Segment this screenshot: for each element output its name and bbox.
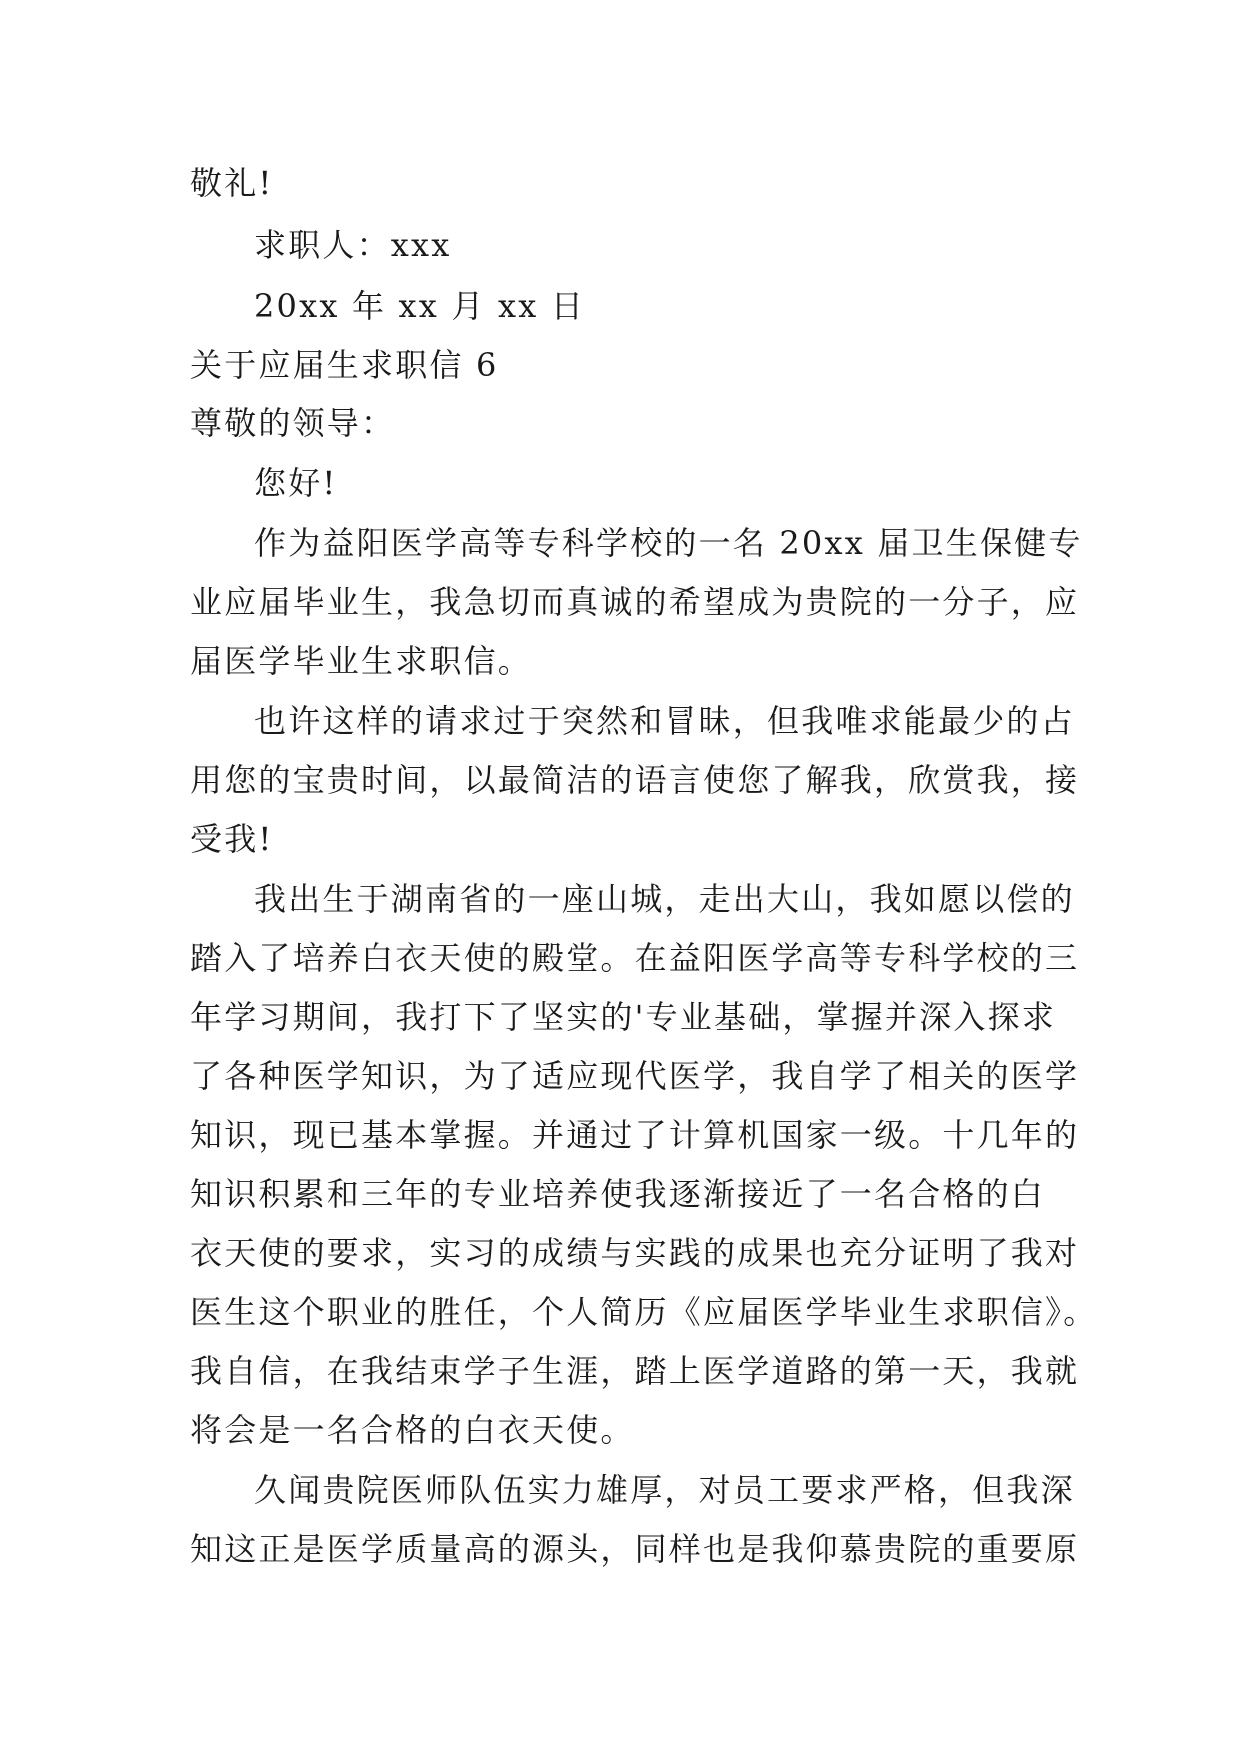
- paragraph-3-line: 年学习期间，我打下了坚实的'专业基础，掌握并深入探求: [190, 998, 1056, 1036]
- closing-salutation: 敬礼!: [190, 164, 274, 202]
- letter-date: 20xx 年 xx 月 xx 日: [254, 287, 586, 325]
- paragraph-3-line: 知识，现已基本掌握。并通过了计算机国家一级。十几年的: [190, 1116, 1080, 1154]
- paragraph-3-line: 了各种医学知识，为了适应现代医学，我自学了相关的医学: [190, 1057, 1080, 1095]
- paragraph-3-line: 我自信，在我结束学子生涯，踏上医学道路的第一天，我就: [190, 1352, 1080, 1390]
- paragraph-2-line: 用您的宝贵时间，以最简洁的语言使您了解我，欣赏我，接: [190, 761, 1080, 799]
- greeting-hello: 您好!: [254, 464, 338, 502]
- paragraph-1-line: 作为益阳医学高等专科学校的一名 20xx 届卫生保健专: [254, 524, 1083, 562]
- paragraph-1-line: 业应届毕业生，我急切而真诚的希望成为贵院的一分子，应: [190, 583, 1080, 621]
- paragraph-3-line: 踏入了培养白衣天使的殿堂。在益阳医学高等专科学校的三: [190, 939, 1080, 977]
- paragraph-3-line: 医生这个职业的胜任，个人简历《应届医学毕业生求职信》。: [190, 1293, 1098, 1331]
- paragraph-2-line: 也许这样的请求过于突然和冒昧，但我唯求能最少的占: [254, 702, 1075, 740]
- section-title: 关于应届生求职信 6: [190, 346, 499, 384]
- greeting-recipient: 尊敬的领导：: [190, 404, 396, 442]
- paragraph-3-line: 衣天使的要求，实习的成绩与实践的成果也充分证明了我对: [190, 1234, 1080, 1272]
- paragraph-3-line: 我出生于湖南省的一座山城，走出大山，我如愿以偿的: [254, 880, 1075, 918]
- paragraph-4-line: 知这正是医学质量高的源头，同样也是我仰慕贵院的重要原: [190, 1530, 1080, 1568]
- applicant-signature: 求职人：xxx: [254, 226, 452, 264]
- paragraph-1-line: 届医学毕业生求职信。: [190, 642, 533, 680]
- paragraph-2-line: 受我!: [190, 820, 274, 858]
- paragraph-3-line: 知识积累和三年的专业培养使我逐渐接近了一名合格的白: [190, 1175, 1046, 1213]
- paragraph-3-line: 将会是一名合格的白衣天使。: [190, 1411, 635, 1449]
- paragraph-4-line: 久闻贵院医师队伍实力雄厚，对员工要求严格，但我深: [254, 1471, 1075, 1509]
